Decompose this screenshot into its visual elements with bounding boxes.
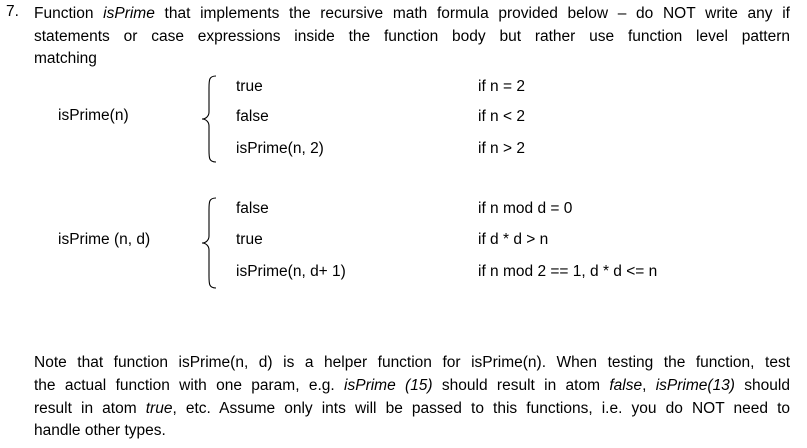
note-example-1: isPrime (15) — [344, 376, 433, 394]
note-line-3 — [34, 398, 790, 421]
question-intro — [34, 3, 790, 71]
formula1-case2-result: false — [236, 108, 269, 125]
note-result-false: false — [609, 376, 643, 394]
intro-line-2: statements or case expressions inside the function body but rather use function level pattern — [34, 27, 790, 45]
formula1-case1-condition: if n = 2 — [478, 78, 525, 95]
question-number: 7. — [6, 3, 19, 20]
note-line-4: handle other types. — [34, 422, 166, 440]
note-line2-prefix: the actual function with one param, e.g. — [34, 376, 345, 394]
intro-prefix: Function — [34, 5, 104, 22]
formula2-case1-condition: if n mod d = 0 — [478, 200, 573, 217]
note-line-1: Note that function isPrime(n, d) is a helper function for isPrime(n). When testing the function, test — [34, 354, 790, 371]
note-line2-suffix: should — [734, 376, 790, 394]
formula1-signature: isPrime(n) — [58, 107, 129, 124]
intro-line-3: matching — [34, 50, 97, 67]
note-line3-prefix: result in atom — [34, 399, 146, 417]
intro-suffix: that implements the recursive math formula provided below – do NOT write any if — [154, 5, 790, 22]
formula2-case3-result: isPrime(n, d+ 1) — [236, 263, 346, 280]
formula2-case1-result: false — [236, 200, 269, 217]
note-paragraph — [34, 352, 790, 443]
intro-line-1 — [34, 3, 790, 26]
formula2-case2-result: true — [236, 231, 263, 248]
formula1-case3-result: isPrime(n, 2) — [236, 140, 324, 157]
formula2-signature: isPrime (n, d) — [58, 231, 151, 248]
formula2-case3-condition: if n mod 2 == 1, d * d <= n — [478, 263, 658, 280]
note-line3-suffix: , etc. Assume only ints will be passed to this functions, i.e. you do NOT need to — [172, 399, 790, 417]
note-example-2: isPrime(13) — [655, 376, 735, 394]
note-line-2 — [34, 375, 790, 398]
formula1-case3-condition: if n > 2 — [478, 140, 525, 157]
formula2-case2-condition: if d * d > n — [478, 231, 549, 248]
formula1-case2-condition: if n < 2 — [478, 108, 525, 125]
note-line2-comma: , — [642, 376, 656, 394]
formula1-case1-result: true — [236, 78, 263, 95]
formula1-brace — [200, 74, 224, 164]
intro-function-name: isPrime — [103, 5, 155, 22]
note-line2-middle: should result in atom — [432, 376, 610, 394]
formula2-brace — [200, 196, 224, 290]
note-result-true: true — [145, 399, 173, 417]
